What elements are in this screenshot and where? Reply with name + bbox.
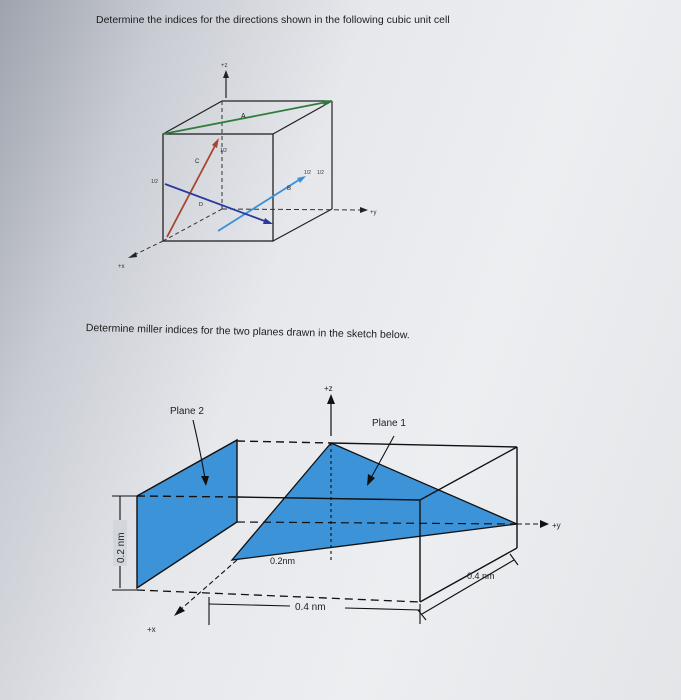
z-axis-label: +z [324,384,333,393]
depth-dimension-line [422,560,514,614]
depth-dimension-label: 0.4 nm [467,571,495,581]
depth-dimension-tick-1 [418,610,426,620]
y-axis-label: +y [552,521,561,530]
x-axis-arrowhead [174,606,185,616]
direction-b-fraction-1: 1/2 [304,170,311,176]
z-axis-arrowhead [327,394,335,404]
question-1-title: Determine the indices for the directions shown in the following cubic unit cell [96,14,450,26]
plane-2-shape [137,440,237,588]
height-dimension-label: 0.2 nm [116,532,127,563]
x-axis-label: +x [147,625,156,634]
x-axis-label: +x [118,264,125,270]
box-top-right-edge [420,447,517,500]
plane-1-shape [232,443,517,560]
direction-d-fraction: 1/2 [151,179,158,185]
width-dimension-line-left [209,604,290,606]
question-2-title: Determine miller indices for the two planes drawn in the sketch below. [85,322,410,342]
direction-c-fraction: 1/2 [220,148,227,154]
box-bottom-front-edge [137,590,420,602]
direction-b-fraction-2: 1/2 [317,170,324,176]
plane-1-label: Plane 1 [372,418,406,429]
width-dimension-line-right [345,608,420,610]
box-top-back-edge [331,443,517,447]
direction-a-label: A [241,113,246,120]
direction-d-label: D [199,202,203,208]
plane-2-label: Plane 2 [170,406,204,417]
width-dimension-label: 0.4 nm [295,602,326,613]
z-axis-label: +z [221,63,228,69]
y-axis-arrowhead [540,520,549,528]
box-top-back-edge-dashed [237,441,331,443]
direction-b-label: B [287,186,292,192]
y-axis-label: +y [370,210,377,216]
depth-dimension-tick-2 [510,554,518,565]
direction-c-label: C [195,159,200,165]
inner-dimension-label: 0.2nm [270,556,296,566]
